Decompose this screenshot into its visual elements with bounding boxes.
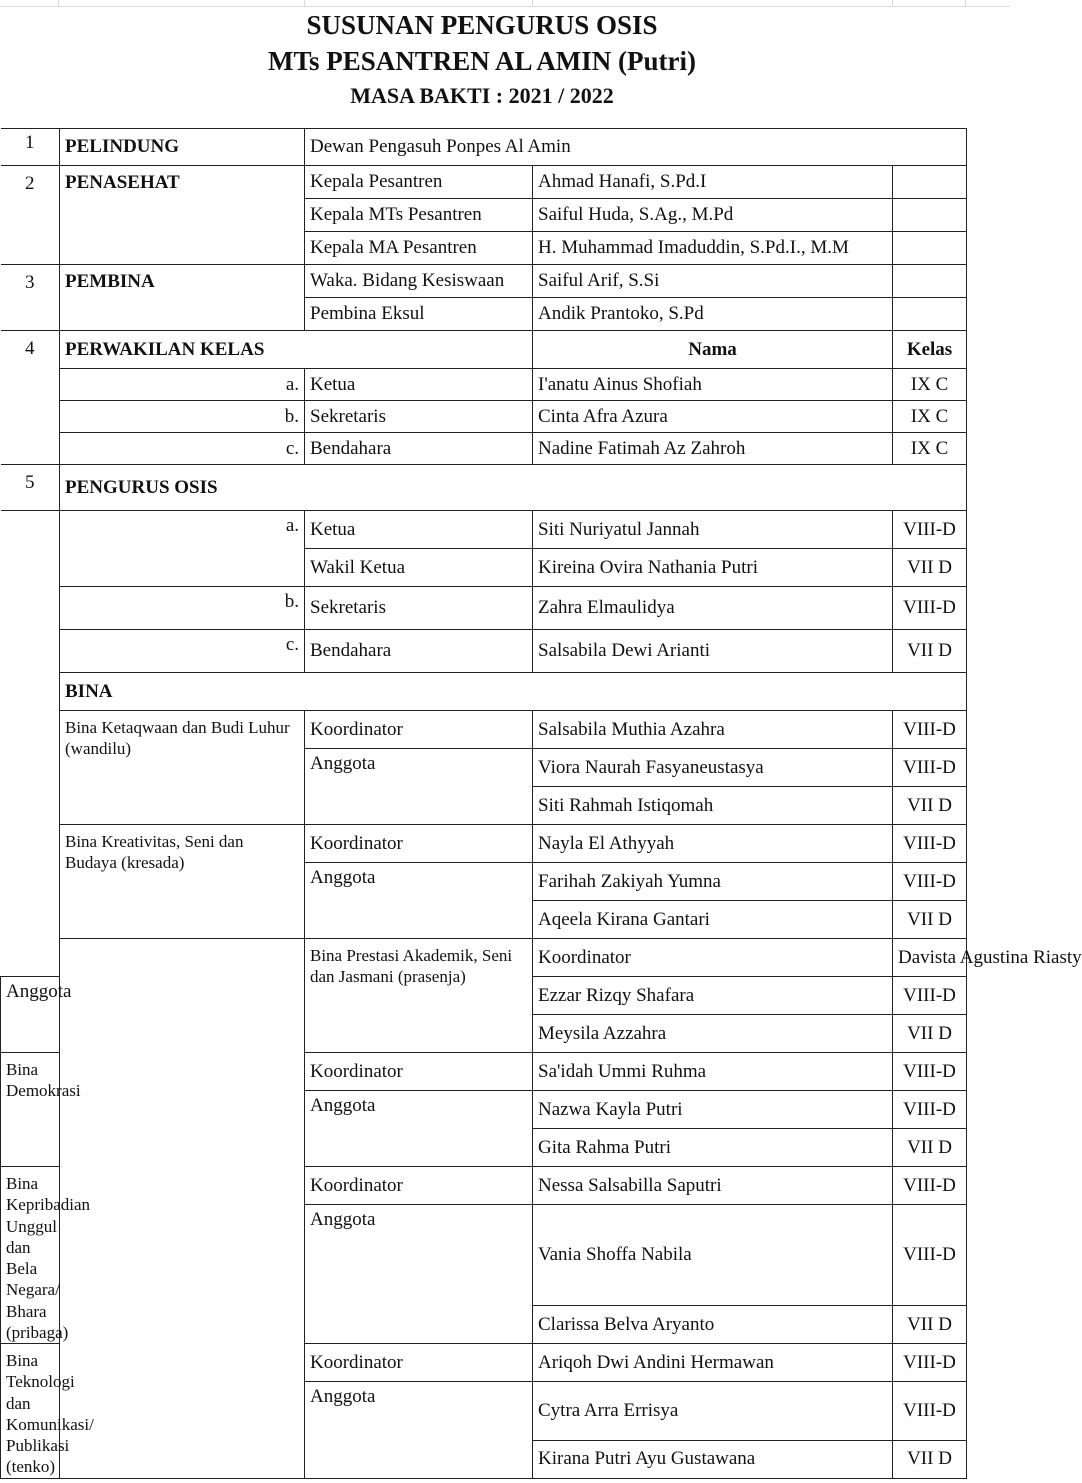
member-name: Ezzar Rizqy Shafara xyxy=(533,977,893,1015)
class-cell: VIII-D xyxy=(893,1205,967,1306)
class-cell: IX C xyxy=(893,433,967,465)
class-cell: VIII-D xyxy=(893,977,967,1015)
class-cell: VII D xyxy=(893,1306,967,1344)
name-cell: Salsabila Dewi Arianti xyxy=(533,630,893,673)
bina-group-row xyxy=(1,711,967,749)
class-cell: VII D xyxy=(893,1440,967,1478)
row-pengurus xyxy=(1,630,967,673)
row-perwakilan xyxy=(1,433,967,465)
name-cell: Saiful Arif, S.Si xyxy=(533,265,893,298)
class-cell: VII D xyxy=(893,901,967,939)
member-name: Meysila Azzahra xyxy=(533,1015,893,1053)
class-cell: VII D xyxy=(893,1015,967,1053)
class-cell: VIII-D xyxy=(893,863,967,901)
name-cell: Saiful Huda, S.Ag., M.Pd xyxy=(533,199,893,232)
bina-group-row xyxy=(1,825,967,863)
spreadsheet-grid-edge xyxy=(0,0,1010,7)
row-number: 5 xyxy=(1,465,60,511)
class-cell: VII D xyxy=(893,1129,967,1167)
bina-group-name: Bina Teknologi dan Komunikasi/ Publikasi (tenko) xyxy=(1,1344,60,1479)
class-cell: VIII-D xyxy=(893,1382,967,1441)
section-label: PERWAKILAN KELAS xyxy=(60,331,533,369)
period-label: MASA BAKTI : 2021 / 2022 xyxy=(350,83,614,108)
name-cell: Cinta Afra Azura xyxy=(533,401,893,433)
position-cell: Sekretaris xyxy=(305,587,533,630)
class-cell: VIII-D xyxy=(893,587,967,630)
column-header-kelas: Kelas xyxy=(893,331,967,369)
row-number: 1 xyxy=(1,129,60,166)
class-cell: VIII-D xyxy=(893,1053,967,1091)
position-cell: Wakil Ketua xyxy=(305,549,533,587)
position-cell: Ketua xyxy=(305,511,533,549)
name-cell: Siti Nuriyatul Jannah xyxy=(533,511,893,549)
row-pelindung xyxy=(1,129,967,166)
class-cell: VIII-D xyxy=(893,749,967,787)
row-bina-header xyxy=(1,673,967,711)
name-cell: Ahmad Hanafi, S.Pd.I xyxy=(533,166,893,199)
name-cell: Zahra Elmaulidya xyxy=(533,587,893,630)
row-number: 3 xyxy=(1,265,60,331)
member-name: Ariqoh Dwi Andini Hermawan xyxy=(533,1344,893,1382)
row-pengurus xyxy=(1,587,967,630)
empty-cell xyxy=(893,265,967,298)
class-cell: IX C xyxy=(893,369,967,401)
koordinator-label: Koordinator xyxy=(533,939,893,977)
bina-group-name: Bina Kreativitas, Seni dan Budaya (kresada) xyxy=(60,825,305,939)
name-cell: Andik Prantoko, S.Pd xyxy=(533,298,893,331)
section-label: PENASEHAT xyxy=(60,166,305,265)
item-letter: a. xyxy=(60,511,305,587)
class-cell: IX C xyxy=(893,401,967,433)
member-name: Aqeela Kirana Gantari xyxy=(533,901,893,939)
item-letter: c. xyxy=(60,630,305,673)
empty-cell xyxy=(893,298,967,331)
bina-label: BINA xyxy=(60,673,967,711)
member-name: Nessa Salsabilla Saputri xyxy=(533,1167,893,1205)
member-name: Cytra Arra Errisya xyxy=(533,1382,893,1441)
position-cell: Bendahara xyxy=(305,433,533,465)
position-cell: Waka. Bidang Kesiswaan xyxy=(305,265,533,298)
item-letter: b. xyxy=(60,587,305,630)
class-cell: VIII-D xyxy=(893,1091,967,1129)
anggota-label: Anggota xyxy=(305,1205,533,1344)
position-cell: Bendahara xyxy=(305,630,533,673)
section-label: PEMBINA xyxy=(60,265,305,331)
row-pengurus-header xyxy=(1,465,967,511)
position-cell: Ketua xyxy=(305,369,533,401)
row-perwakilan xyxy=(1,369,967,401)
pelindung-value: Dewan Pengasuh Ponpes Al Amin xyxy=(305,129,967,166)
class-cell: VIII-D xyxy=(893,825,967,863)
row-perwakilan xyxy=(1,401,967,433)
empty-cell xyxy=(893,232,967,265)
section-label: PELINDUNG xyxy=(60,129,305,166)
anggota-label: Anggota xyxy=(1,977,60,1053)
position-cell: Kepala MA Pesantren xyxy=(305,232,533,265)
bina-group-row xyxy=(1,939,967,977)
organization-table xyxy=(0,128,1082,1479)
bina-group-name: Bina Kepribadian Unggul dan Bela Negara/ Bhara (pribaga) xyxy=(1,1167,60,1344)
item-letter: c. xyxy=(60,433,305,465)
member-name: Viora Naurah Fasyaneustasya xyxy=(533,749,893,787)
blank-number-cell xyxy=(60,939,305,1479)
row-penasehat xyxy=(1,166,967,199)
member-name: Clarissa Belva Aryanto xyxy=(533,1306,893,1344)
row-number: 4 xyxy=(1,331,60,465)
class-cell: VII D xyxy=(893,549,967,587)
bina-group-name: Bina Prestasi Akademik, Seni dan Jasmani (prasenja) xyxy=(305,939,533,1053)
member-name: Kirana Putri Ayu Gustawana xyxy=(533,1440,893,1478)
document-title: SUSUNAN PENGURUS OSIS xyxy=(306,10,658,40)
row-perwakilan-header xyxy=(1,331,967,369)
member-name: Gita Rahma Putri xyxy=(533,1129,893,1167)
item-letter: b. xyxy=(60,401,305,433)
bina-group-name: Bina Ketaqwaan dan Budi Luhur (wandilu) xyxy=(60,711,305,825)
member-name: Sa'idah Ummi Ruhma xyxy=(533,1053,893,1091)
member-name: Vania Shoffa Nabila xyxy=(533,1205,893,1306)
name-cell: Kireina Ovira Nathania Putri xyxy=(533,549,893,587)
blank-number-cell xyxy=(1,511,60,977)
school-name: MTs PESANTREN AL AMIN (Putri) xyxy=(267,46,697,76)
koordinator-label: Koordinator xyxy=(305,825,533,863)
column-header-nama: Nama xyxy=(533,331,893,369)
koordinator-label: Koordinator xyxy=(305,711,533,749)
row-pengurus xyxy=(1,511,967,549)
anggota-label: Anggota xyxy=(305,1382,533,1479)
class-cell: VIII-D xyxy=(893,711,967,749)
member-name: Davista Agustina Riasty xyxy=(893,939,967,977)
koordinator-label: Koordinator xyxy=(305,1053,533,1091)
empty-cell xyxy=(893,199,967,232)
anggota-label: Anggota xyxy=(305,863,533,939)
member-name: Salsabila Muthia Azahra xyxy=(533,711,893,749)
item-letter: a. xyxy=(60,369,305,401)
position-cell: Kepala MTs Pesantren xyxy=(305,199,533,232)
section-label: PENGURUS OSIS xyxy=(60,465,967,511)
class-cell: VIII-D xyxy=(893,1344,967,1382)
member-name: Nayla El Athyyah xyxy=(533,825,893,863)
member-name: Siti Rahmah Istiqomah xyxy=(533,787,893,825)
class-cell: VII D xyxy=(893,787,967,825)
koordinator-label: Koordinator xyxy=(305,1344,533,1382)
class-cell: VIII-D xyxy=(893,1167,967,1205)
position-cell: Pembina Eksul xyxy=(305,298,533,331)
koordinator-label: Koordinator xyxy=(305,1167,533,1205)
position-cell: Sekretaris xyxy=(305,401,533,433)
row-pembina xyxy=(1,265,967,298)
member-name: Nazwa Kayla Putri xyxy=(533,1091,893,1129)
anggota-label: Anggota xyxy=(305,1091,533,1167)
position-cell: Kepala Pesantren xyxy=(305,166,533,199)
anggota-label: Anggota xyxy=(305,749,533,825)
name-cell: I'anatu Ainus Shofiah xyxy=(533,369,893,401)
class-cell: VIII-D xyxy=(893,511,967,549)
class-cell: VII D xyxy=(893,630,967,673)
bina-group-name: Bina Demokrasi xyxy=(1,1053,60,1167)
name-cell: H. Muhammad Imaduddin, S.Pd.I., M.M xyxy=(533,232,893,265)
row-number: 2 xyxy=(1,166,60,265)
member-name: Farihah Zakiyah Yumna xyxy=(533,863,893,901)
empty-cell xyxy=(893,166,967,199)
name-cell: Nadine Fatimah Az Zahroh xyxy=(533,433,893,465)
